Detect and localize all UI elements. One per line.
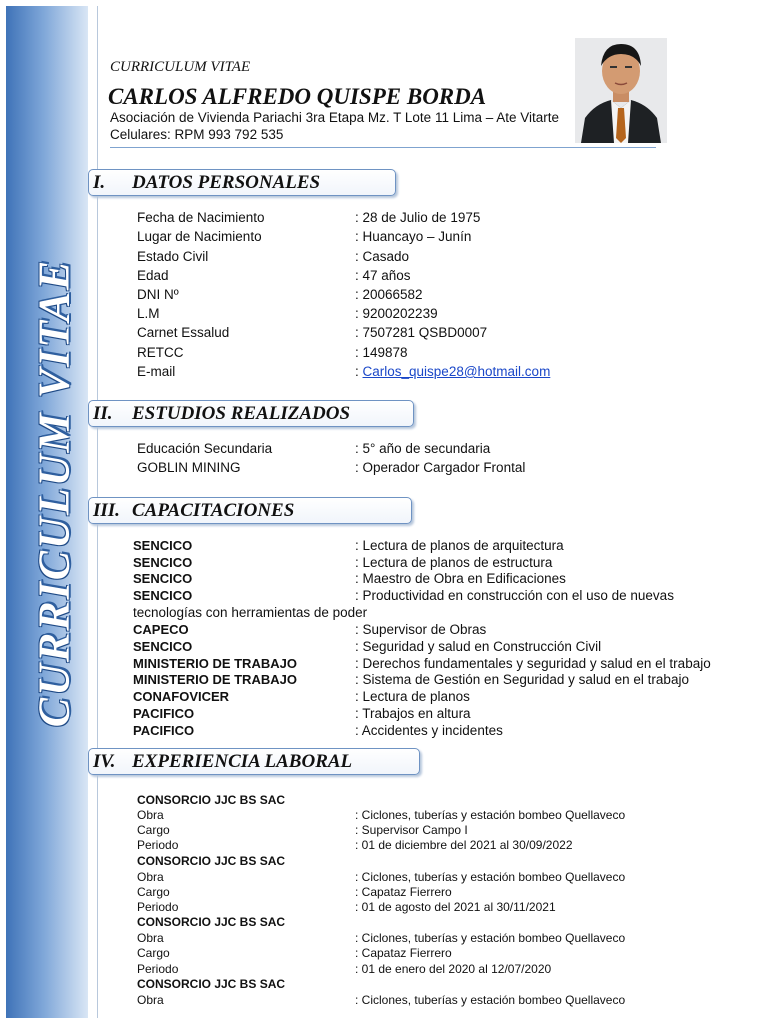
course-value: : Derechos fundamentales y seguridad y salud en el trabajo	[355, 656, 711, 671]
field-value: : Ciclones, tuberías y estación bombeo Quellaveco	[355, 870, 626, 884]
company-name: CONSORCIO JJC BS SAC	[137, 977, 286, 991]
field-label: Obra	[137, 808, 164, 822]
field-value: : 01 de agosto del 2021 al 30/11/2021	[355, 900, 556, 914]
section-training-heading	[88, 497, 412, 524]
field-label: E-mail	[137, 364, 176, 379]
section-studies-heading	[88, 400, 414, 427]
course-continuation: tecnologías con herramientas de poder	[133, 605, 368, 620]
vertical-cv-title: CURRICULUM VITAE	[29, 258, 79, 728]
email-value	[355, 364, 550, 379]
field-value: : Casado	[355, 249, 410, 264]
field-label: Lugar de Nacimiento	[137, 229, 262, 244]
field-value: : Ciclones, tuberías y estación bombeo Quellaveco	[355, 808, 626, 822]
section-personal-heading	[88, 169, 396, 196]
course-value: : Lectura de planos de arquitectura	[355, 538, 564, 553]
institution-label: PACIFICO	[133, 706, 195, 721]
field-label: Cargo	[137, 885, 170, 899]
decorative-sidebar	[6, 6, 88, 1018]
field-label: Obra	[137, 993, 164, 1007]
field-value: : 01 de enero del 2020 al 12/07/2020	[355, 962, 552, 976]
course-value: : Sistema de Gestión en Seguridad y salud en el trabajo	[355, 672, 689, 687]
field-label: Edad	[137, 268, 169, 283]
course-value: : Seguridad y salud en Construcción Civil	[355, 639, 602, 654]
course-value: : Accidentes y incidentes	[355, 723, 503, 738]
field-label: Educación Secundaria	[137, 441, 273, 456]
institution-label: MINISTERIO DE TRABAJO	[133, 672, 297, 687]
header-rule	[110, 147, 656, 148]
institution-label: MINISTERIO DE TRABAJO	[133, 656, 297, 671]
field-value: : Supervisor Campo I	[355, 823, 468, 837]
field-value: : 9200202239	[355, 306, 438, 321]
profile-photo	[575, 38, 667, 143]
institution-label: CAPECO	[133, 622, 189, 637]
cv-label: CURRICULUM VITAE	[110, 59, 251, 75]
section-number: III.	[93, 500, 120, 521]
candidate-address: Asociación de Vivienda Pariachi 3ra Etapa Mz. T Lote 11 Lima – Ate Vitarte	[110, 110, 560, 125]
field-value: : Capataz Fierrero	[355, 885, 452, 899]
field-label: Periodo	[137, 900, 179, 914]
field-value: : 7507281 QSBD0007	[355, 325, 488, 340]
field-value: : 47 años	[355, 268, 411, 283]
email-link[interactable]: Carlos_quispe28@hotmail.com	[362, 364, 551, 379]
course-value: : Trabajos en altura	[355, 706, 471, 721]
field-label: Cargo	[137, 823, 170, 837]
section-title: EXPERIENCIA LABORAL	[132, 751, 353, 772]
course-value: : Lectura de planos de estructura	[355, 555, 553, 570]
course-value: : Supervisor de Obras	[355, 622, 487, 637]
company-name: CONSORCIO JJC BS SAC	[137, 854, 286, 868]
field-label: Obra	[137, 870, 164, 884]
field-label: RETCC	[137, 345, 184, 360]
course-value: : Productividad en construcción con el uso de nuevas	[355, 588, 674, 603]
institution-label: SENCICO	[133, 639, 193, 654]
institution-label: SENCICO	[133, 571, 193, 586]
field-value: : 01 de diciembre del 2021 al 30/09/2022	[355, 838, 573, 852]
institution-label: CONAFOVICER	[133, 689, 230, 704]
section-title: CAPACITACIONES	[132, 500, 295, 521]
field-label: L.M	[137, 306, 160, 321]
field-value: : 5° año de secundaria	[355, 441, 491, 456]
institution-label: SENCICO	[133, 538, 193, 553]
course-value: : Maestro de Obra en Edificaciones	[355, 571, 566, 586]
section-number: II.	[93, 403, 113, 424]
candidate-name: CARLOS ALFREDO QUISPE BORDA	[108, 84, 487, 109]
field-value: : Operador Cargador Frontal	[355, 460, 526, 475]
section-title: DATOS PERSONALES	[132, 172, 321, 193]
institution-label: SENCICO	[133, 555, 193, 570]
field-value: : Huancayo – Junín	[355, 229, 472, 244]
field-label: Estado Civil	[137, 249, 209, 264]
company-name: CONSORCIO JJC BS SAC	[137, 915, 286, 929]
section-experience-heading	[88, 748, 420, 775]
section-number: IV.	[93, 751, 116, 772]
field-value: : Ciclones, tuberías y estación bombeo Quellaveco	[355, 931, 626, 945]
field-value: : Ciclones, tuberías y estación bombeo Quellaveco	[355, 993, 626, 1007]
institution-label: SENCICO	[133, 588, 193, 603]
field-value: : 149878	[355, 345, 408, 360]
section-title: ESTUDIOS REALIZADOS	[132, 403, 351, 424]
section-number: I.	[93, 172, 106, 193]
institution-label: PACIFICO	[133, 723, 195, 738]
field-value: : 20066582	[355, 287, 423, 302]
field-label: Periodo	[137, 962, 179, 976]
field-label: Fecha de Nacimiento	[137, 210, 265, 225]
company-name: CONSORCIO JJC BS SAC	[137, 793, 286, 807]
field-label: Obra	[137, 931, 164, 945]
field-label: GOBLIN MINING	[137, 460, 241, 475]
field-label: Cargo	[137, 946, 170, 960]
candidate-phone: Celulares: RPM 993 792 535	[110, 127, 284, 142]
field-value: : 28 de Julio de 1975	[355, 210, 481, 225]
profile-photo-illustration	[575, 38, 667, 143]
field-label: Carnet Essalud	[137, 325, 230, 340]
field-value: : Capataz Fierrero	[355, 946, 452, 960]
field-label: DNI Nº	[137, 287, 179, 302]
course-value: : Lectura de planos	[355, 689, 470, 704]
field-label: Periodo	[137, 838, 179, 852]
email-prefix: :	[355, 364, 363, 379]
